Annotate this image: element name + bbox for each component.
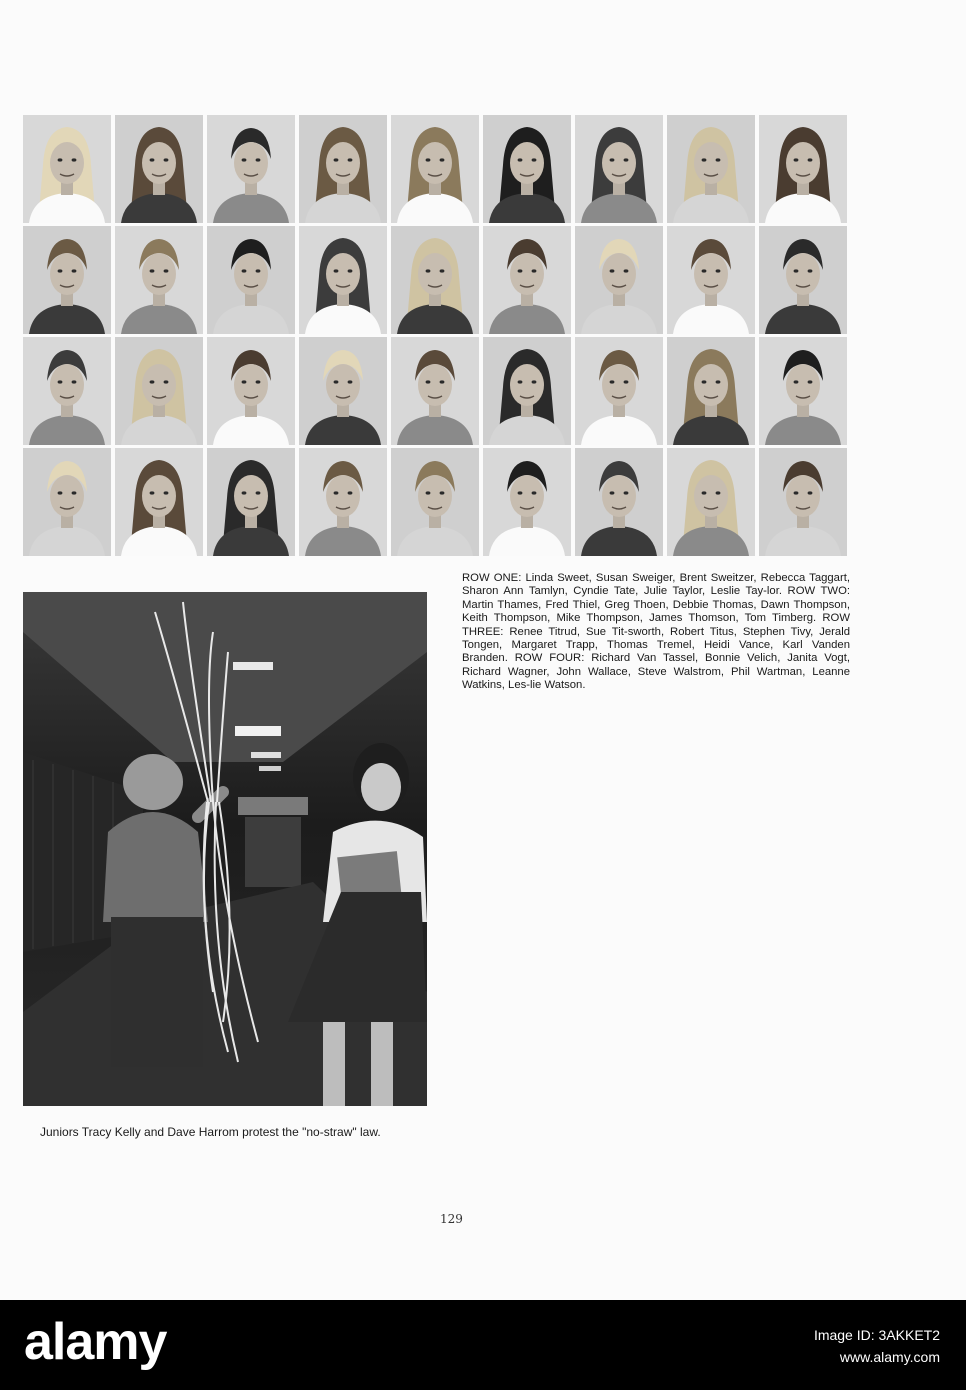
student-portrait <box>575 226 663 334</box>
student-portrait <box>23 337 111 445</box>
student-portrait <box>23 115 111 223</box>
hallway-photo <box>23 592 427 1106</box>
student-portrait <box>207 337 295 445</box>
student-portrait <box>391 337 479 445</box>
student-portrait <box>667 448 755 556</box>
student-portrait <box>23 448 111 556</box>
student-portrait <box>115 226 203 334</box>
student-portrait <box>483 448 571 556</box>
student-portrait <box>575 448 663 556</box>
student-portrait <box>207 448 295 556</box>
student-portrait <box>391 226 479 334</box>
student-portrait <box>759 337 847 445</box>
student-portrait <box>575 115 663 223</box>
student-portrait <box>391 448 479 556</box>
watermark-banner <box>0 1300 966 1390</box>
student-portrait <box>667 337 755 445</box>
portrait-grid <box>23 115 851 557</box>
student-portrait <box>115 115 203 223</box>
student-portrait <box>483 226 571 334</box>
image-id-label: Image ID: 3AKKET2 <box>813 1327 940 1343</box>
student-portrait <box>759 115 847 223</box>
watermark-logo: alamy <box>24 1313 167 1371</box>
student-portrait <box>759 226 847 334</box>
student-portrait <box>299 337 387 445</box>
student-portrait <box>391 115 479 223</box>
student-portrait <box>207 115 295 223</box>
student-portrait <box>115 448 203 556</box>
roster-caption: ROW ONE: Linda Sweet, Susan Sweiger, Brent Sweitzer, Rebecca Taggart, Sharon Ann Tamlyn, Cyndie Tate, Julie Taylor, Leslie Tay-lor. ROW TWO: Martin Thames, Fred Thiel, Greg Thoen, Debbie Thomas, Dawn Thompson, Keith Thompson, Mike Thompson, James Thomson, Tom Timberg. ROW THREE: Renee Titrud, Sue Tit-sworth, Robert Titus, Stephen Tivy, Jerald Tongen, Margaret Trapp, Thomas Tremel, Heidi Vance, Karl Vanden Branden. ROW FOUR: Richard Van Tassel, Bonnie Velich, Janita Vogt, Richard Wagner, John Wallace, Steve Walstrom, Phil Wartman, Leanne Watkins, Les-lie Watson. <box>462 572 850 692</box>
photo-caption: Juniors Tracy Kelly and Dave Harrom protest the "no-straw" law. <box>40 1125 381 1139</box>
watermark-url: www.alamy.com <box>839 1349 940 1365</box>
student-portrait <box>667 226 755 334</box>
student-portrait <box>759 448 847 556</box>
student-portrait <box>483 115 571 223</box>
student-portrait <box>299 448 387 556</box>
student-portrait <box>299 115 387 223</box>
student-portrait <box>483 337 571 445</box>
page-number: 129 <box>440 1212 463 1226</box>
student-portrait <box>299 226 387 334</box>
student-portrait <box>207 226 295 334</box>
student-portrait <box>115 337 203 445</box>
student-portrait <box>575 337 663 445</box>
watermark-info <box>814 1324 940 1368</box>
student-portrait <box>23 226 111 334</box>
student-portrait <box>667 115 755 223</box>
